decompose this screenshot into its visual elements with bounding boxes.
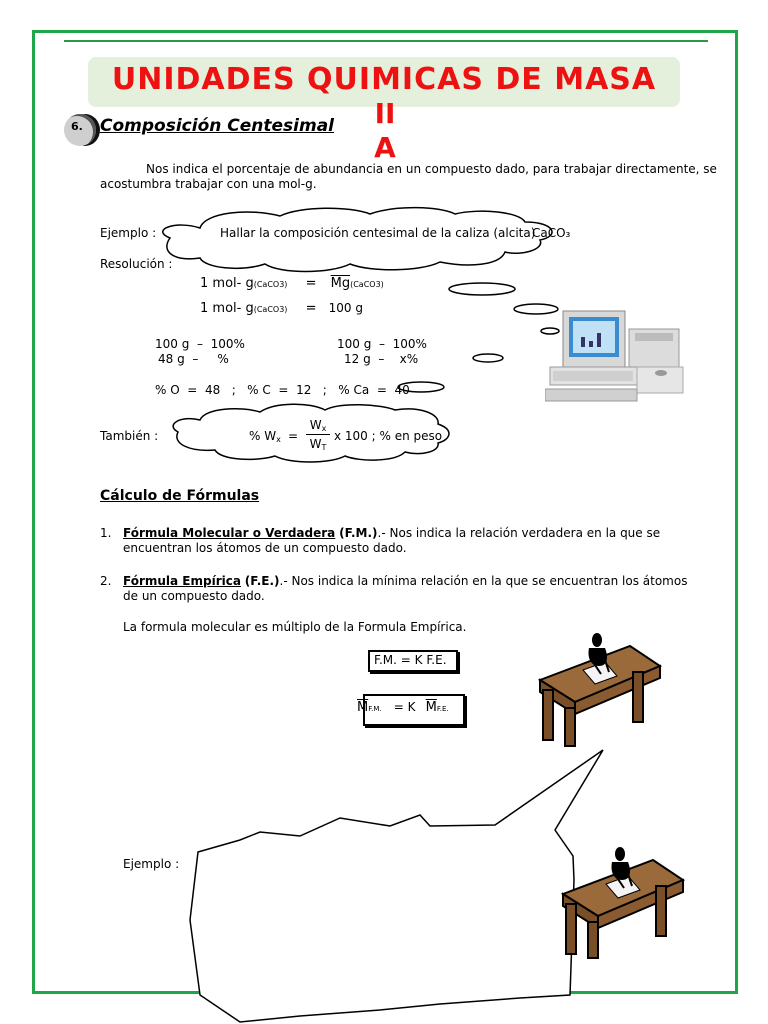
box2-eq: = K	[393, 700, 416, 714]
desk-person-illustration-2	[558, 846, 688, 961]
page-title: UNIDADES QUIMICAS DE MASA	[111, 62, 657, 97]
result-line: % O = 48 ; % C = 12 ; % Ca = 40	[155, 383, 410, 397]
item1-number: 1.	[100, 526, 112, 540]
box2-right: $\overline{M}$	[425, 700, 437, 715]
section-heading: Composición Centesimal	[100, 116, 334, 136]
item2-title: Fórmula Empírica	[123, 574, 241, 588]
frac-den-sub: T	[321, 443, 327, 452]
frac-num: W	[309, 418, 322, 432]
desk-person-illustration-1	[535, 632, 665, 747]
mol1-right: $\overline{Mg}$	[330, 276, 351, 291]
ejemplo-formula: CaCO₃	[532, 226, 571, 240]
box2-left-sub: F.M.	[368, 705, 382, 713]
rule-right-2: 12 g – x%	[344, 352, 419, 366]
fraction-denominator	[308, 437, 328, 455]
item1-line1	[123, 526, 703, 541]
frac-den: W	[309, 437, 322, 451]
pw-sub: x	[276, 435, 281, 444]
item2-text-a: .- Nos indica la mínima relación en la que se encuentran los átomos	[279, 574, 688, 588]
resolucion-label: Resolución :	[100, 257, 173, 271]
fraction-bar	[306, 434, 330, 435]
item1-abbr: (F.M.)	[339, 526, 378, 540]
item1-line2: encuentran los átomos de un compuesto dado.	[123, 541, 407, 555]
ejemplo-text: Hallar la composición centesimal de la caliza (alcita)	[220, 226, 536, 240]
intro-line-1: Nos indica el porcentaje de abundancia en un compuesto dado, para trabajar directamente, se	[146, 162, 717, 176]
box2-right-sub: F.E.	[436, 705, 449, 713]
rule-right-1: 100 g – 100%	[337, 337, 427, 351]
mol-equation-1	[200, 276, 384, 291]
rule-left-1: 100 g – 100%	[155, 337, 245, 351]
item1-title: Fórmula Molecular o Verdadera	[123, 526, 336, 540]
ejemplo-label: Ejemplo :	[100, 226, 157, 240]
frac-num-sub: x	[321, 424, 327, 433]
calculo-heading: Cálculo de Fórmulas	[100, 488, 260, 504]
item2-line1	[123, 574, 703, 589]
item1-text-a: .- Nos indica la relación verdadera en la que se	[377, 526, 661, 540]
section-number-badge: 6.	[64, 114, 96, 146]
formula-box-molar-mass	[357, 694, 465, 726]
mol1-eq: =	[305, 276, 317, 291]
percent-w-eq: =	[288, 429, 299, 443]
page-title-line3: A	[374, 131, 396, 164]
mol1-sub: (CaCO3)	[253, 280, 288, 289]
formula-note: La formula molecular es múltiplo de la Formula Empírica.	[123, 620, 467, 634]
item2-abbr: (F.E.)	[244, 574, 280, 588]
mol2-eq: =	[305, 301, 317, 316]
mol1-right-sub: (CaCO3)	[350, 280, 384, 289]
formula-box-fm-fe: F.M. = K F.E.	[368, 650, 458, 672]
tambien-label: También :	[100, 429, 159, 443]
intro-line-2: acostumbra trabajar con una mol-g.	[100, 177, 317, 191]
mol1-left: 1 mol- g	[200, 276, 254, 291]
item2-number: 2.	[100, 574, 112, 588]
mol-equation-2	[200, 301, 363, 316]
pw-text: % W	[249, 429, 277, 443]
box2-left: $\overline{M}$	[357, 700, 369, 715]
page-title-line2: II	[374, 97, 396, 130]
percent-w-label	[249, 429, 281, 447]
mol2-right: 100 g	[328, 301, 363, 315]
mol2-sub: (CaCO3)	[253, 305, 288, 314]
computer-illustration	[545, 305, 690, 405]
ejemplo-label-2: Ejemplo :	[123, 857, 180, 871]
mol2-left: 1 mol- g	[200, 301, 254, 316]
rule-left-2: 48 g – %	[158, 352, 229, 366]
tambien-post: x 100 ; % en peso	[334, 429, 443, 443]
item2-line2: de un compuesto dado.	[123, 589, 265, 603]
